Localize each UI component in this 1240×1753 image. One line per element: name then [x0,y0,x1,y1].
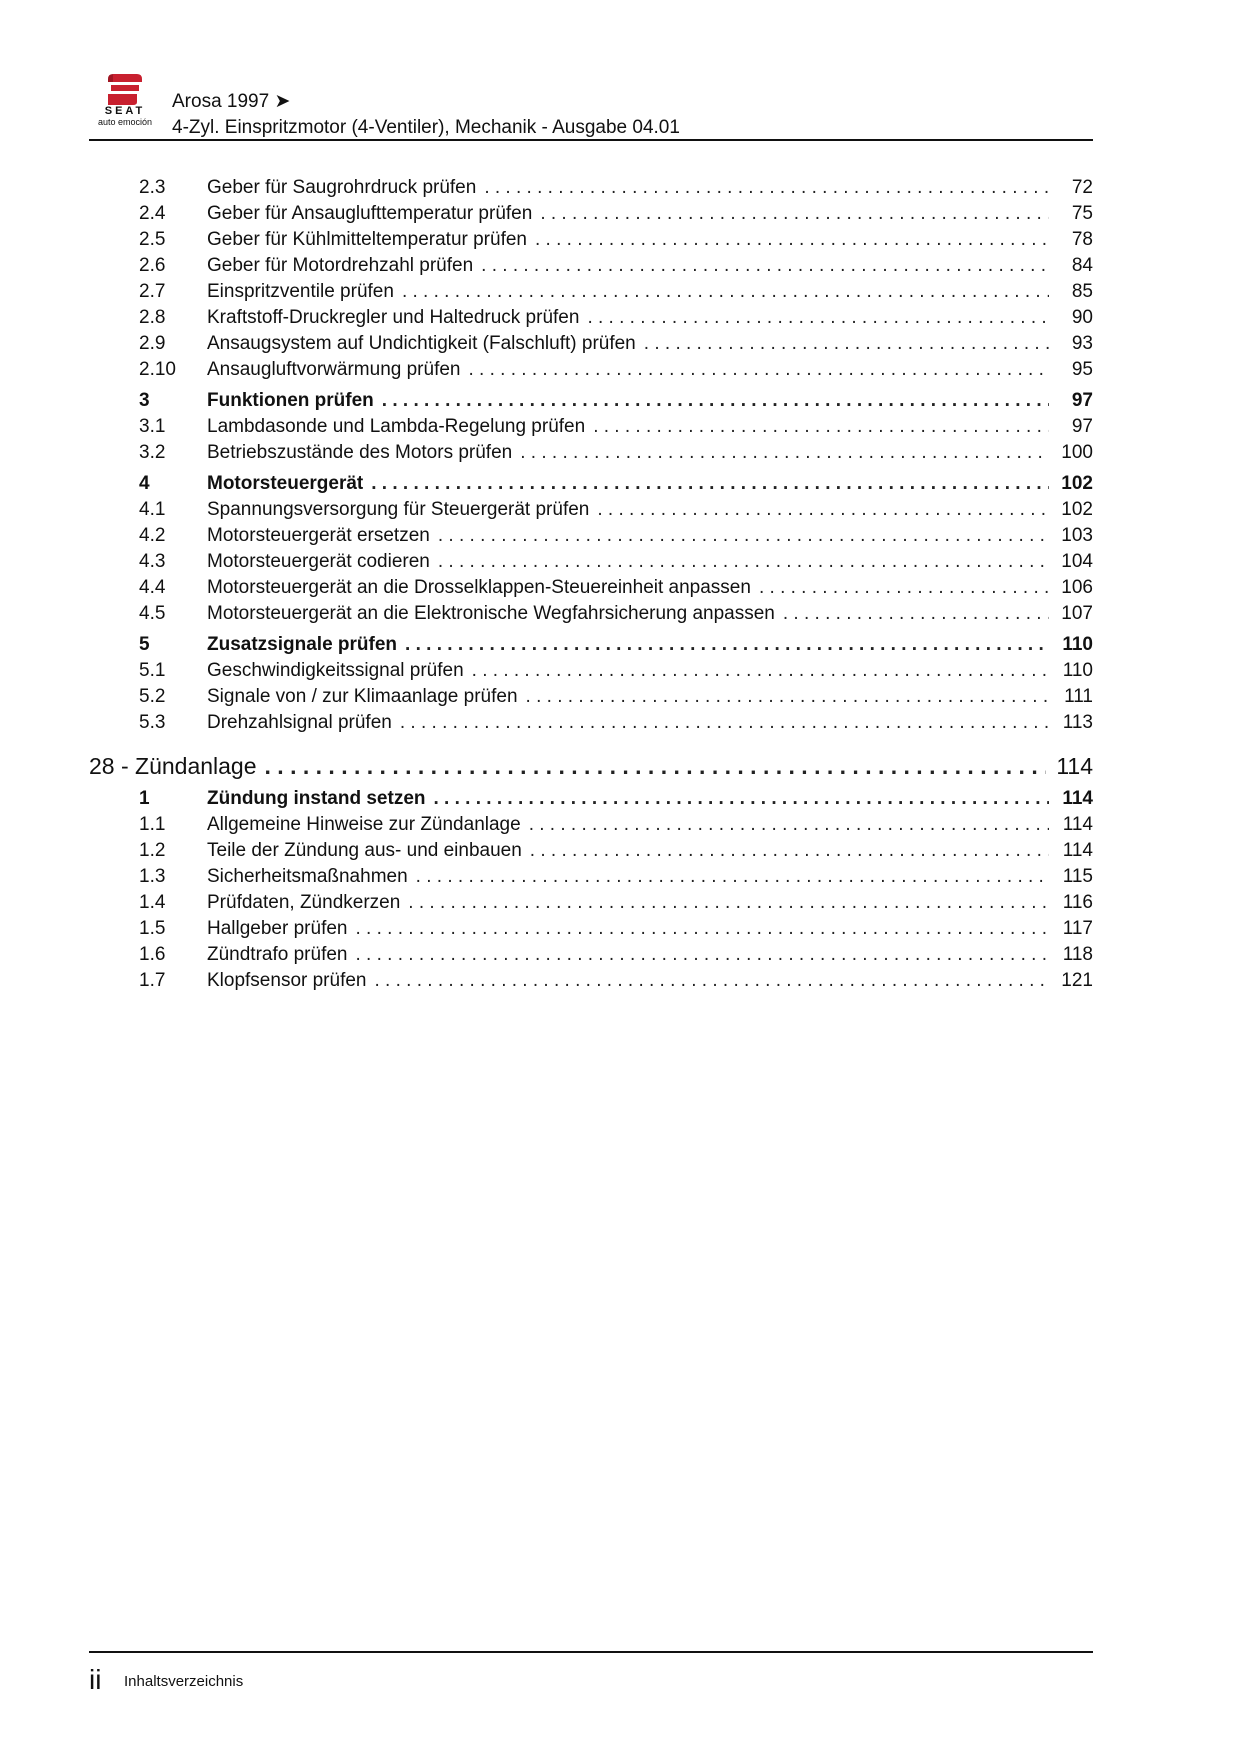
toc-number: 1.5 [139,918,166,939]
toc-entry[interactable] [89,227,1093,253]
toc-page: 84 [1071,255,1093,276]
leader-dots [593,414,1049,440]
leader-dots [520,440,1049,466]
document-title: 4-Zyl. Einspritzmotor (4-Ventiler), Mechanik - Ausgabe 04.01 [172,117,680,138]
leader-dots [540,201,1049,227]
toc-page: 107 [1061,603,1093,624]
table-of-contents [89,175,1093,994]
toc-page: 110 [1062,634,1093,655]
toc-number: 2.5 [139,229,166,250]
toc-page: 104 [1061,551,1093,572]
toc-page: 118 [1062,944,1093,965]
toc-title: Hallgeber prüfen [207,918,348,939]
toc-page: 114 [1062,814,1093,835]
leader-dots [355,942,1049,968]
toc-title: Funktionen prüfen [207,390,374,411]
toc-number: 5.3 [139,712,166,733]
toc-entry[interactable] [89,414,1093,440]
toc-title: Zündtrafo prüfen [207,944,348,965]
toc-page: 113 [1062,712,1093,733]
leader-dots [587,305,1049,331]
toc-number: 4.3 [139,551,166,572]
leader-dots [408,890,1049,916]
leader-dots [597,497,1049,523]
toc-page: 121 [1061,970,1093,991]
toc-entry[interactable] [89,279,1093,305]
toc-section-entry[interactable] [89,471,1093,497]
toc-title: Geber für Ansauglufttemperatur prüfen [207,203,533,224]
toc-title: Geber für Motordrehzahl prüfen [207,255,474,276]
leader-dots [529,812,1049,838]
leader-dots [265,746,1047,786]
leader-dots [472,658,1049,684]
toc-title: Spannungsversorgung für Steuergerät prüfen [207,499,590,520]
toc-entry[interactable] [89,812,1093,838]
toc-title: Klopfsensor prüfen [207,970,367,991]
leader-dots [355,916,1049,942]
toc-number: 2.8 [139,307,166,328]
toc-entry[interactable] [89,658,1093,684]
footer-page-number: ii [89,1664,102,1695]
toc-title: Zündung instand setzen [207,788,426,809]
leader-dots [371,471,1049,497]
leader-dots [438,523,1049,549]
toc-page: 117 [1062,918,1093,939]
toc-entry[interactable] [89,357,1093,383]
toc-title: Teile der Zündung aus- und einbauen [207,840,522,861]
toc-title: Ansaugluftvorwärmung prüfen [207,359,461,380]
toc-number: 4.4 [139,577,166,598]
toc-title: Motorsteuergerät an die Elektronische Wegfahrsicherung anpassen [207,603,775,624]
toc-page: 110 [1062,660,1093,681]
toc-page: 102 [1061,499,1093,520]
toc-number: 1.7 [139,970,166,991]
leader-dots [382,388,1049,414]
toc-title: Geber für Kühlmitteltemperatur prüfen [207,229,527,250]
leader-dots [644,331,1049,357]
leader-dots [434,786,1050,812]
toc-section-entry[interactable] [89,786,1093,812]
toc-page: 93 [1071,333,1093,354]
toc-entry[interactable] [89,497,1093,523]
seat-logo [89,72,161,128]
toc-number: 1.3 [139,866,166,887]
toc-title: Lambdasonde und Lambda-Regelung prüfen [207,416,586,437]
leader-dots [530,838,1049,864]
seat-emblem-icon [89,72,161,106]
toc-number: 5.2 [139,686,166,707]
leader-dots [402,279,1049,305]
toc-title: Allgemeine Hinweise zur Zündanlage [207,814,521,835]
toc-entry[interactable] [89,175,1093,201]
toc-page: 114 [1062,788,1093,809]
toc-entry[interactable] [89,942,1093,968]
leader-dots [405,632,1049,658]
leader-dots [759,575,1049,601]
toc-number: 1.6 [139,944,166,965]
toc-title: Ansaugsystem auf Undichtigkeit (Falschluft) prüfen [207,333,636,354]
toc-entry[interactable] [89,601,1093,627]
toc-entry[interactable] [89,710,1093,736]
document-model: Arosa 1997 ➤ [172,91,291,112]
toc-page: 78 [1071,229,1093,250]
toc-entry[interactable] [89,838,1093,864]
toc-title: Motorsteuergerät an die Drosselklappen-Steuereinheit anpassen [207,577,751,598]
toc-title: Geber für Saugrohrdruck prüfen [207,177,477,198]
toc-title: Signale von / zur Klimaanlage prüfen [207,686,518,707]
toc-number: 3 [139,390,150,411]
toc-number: 2.4 [139,203,166,224]
toc-entry[interactable] [89,916,1093,942]
leader-dots [484,175,1049,201]
leader-dots [400,710,1049,736]
toc-page: 100 [1061,442,1093,463]
leader-dots [481,253,1049,279]
toc-page: 106 [1061,577,1093,598]
toc-number: 1.2 [139,840,166,861]
toc-number: 2.9 [139,333,166,354]
toc-title: Motorsteuergerät [207,473,364,494]
toc-title: Zusatzsignale prüfen [207,634,398,655]
toc-title: Motorsteuergerät codieren [207,551,430,572]
toc-section-entry[interactable] [89,388,1093,414]
toc-entry[interactable] [89,305,1093,331]
toc-page: 85 [1071,281,1093,302]
leader-dots [375,968,1050,994]
toc-number: 3.1 [139,416,166,437]
toc-page: 75 [1071,203,1093,224]
toc-number: 4 [139,473,150,494]
leader-dots [526,684,1049,710]
toc-entry[interactable] [89,549,1093,575]
leader-dots [438,549,1049,575]
toc-number: 2.3 [139,177,166,198]
leader-dots [783,601,1049,627]
toc-title: Betriebszustände des Motors prüfen [207,442,513,463]
leader-dots [535,227,1049,253]
toc-entry[interactable] [89,331,1093,357]
toc-page: 114 [1056,753,1093,779]
toc-number: 3.2 [139,442,166,463]
toc-number: 5 [139,634,150,655]
toc-title: Motorsteuergerät ersetzen [207,525,430,546]
toc-page: 97 [1071,416,1093,437]
toc-entry[interactable] [89,575,1093,601]
header-divider [89,139,1093,141]
toc-number: 2.10 [139,359,176,380]
footer-section-label: Inhaltsverzeichnis [124,1673,244,1690]
toc-entry[interactable] [89,253,1093,279]
toc-number: 4.1 [139,499,166,520]
toc-chapter-entry[interactable] [89,746,1093,786]
toc-title: Drehzahlsignal prüfen [207,712,392,733]
toc-number: 4.2 [139,525,166,546]
toc-entry[interactable] [89,968,1093,994]
toc-title: Sicherheitsmaßnahmen [207,866,408,887]
toc-number: 1.4 [139,892,166,913]
toc-section-entry[interactable] [89,632,1093,658]
brand-tagline: auto emoción [97,117,153,127]
toc-number: 2.7 [139,281,166,302]
toc-page: 95 [1071,359,1093,380]
toc-title: Geschwindigkeitssignal prüfen [207,660,464,681]
toc-entry[interactable] [89,890,1093,916]
toc-page: 111 [1064,686,1093,707]
toc-entry[interactable] [89,440,1093,466]
chapter-title: 28 - Zündanlage [89,753,257,779]
toc-entry[interactable] [89,523,1093,549]
toc-page: 115 [1062,866,1093,887]
toc-page: 97 [1071,390,1093,411]
toc-page: 102 [1061,473,1093,494]
brand-wordmark: SEAT [104,105,146,117]
toc-number: 4.5 [139,603,166,624]
toc-page: 116 [1062,892,1093,913]
toc-number: 1 [139,788,150,809]
leader-dots [416,864,1049,890]
footer-divider [89,1651,1093,1653]
leader-dots [468,357,1049,383]
toc-number: 2.6 [139,255,166,276]
toc-page: 114 [1062,840,1093,861]
toc-page: 90 [1071,307,1093,328]
toc-number: 1.1 [139,814,166,835]
toc-title: Einspritzventile prüfen [207,281,394,302]
toc-entry[interactable] [89,684,1093,710]
toc-entry[interactable] [89,201,1093,227]
toc-number: 5.1 [139,660,166,681]
toc-page: 103 [1061,525,1093,546]
toc-title: Prüfdaten, Zündkerzen [207,892,401,913]
toc-title: Kraftstoff-Druckregler und Haltedruck prüfen [207,307,580,328]
toc-page: 72 [1071,177,1093,198]
toc-entry[interactable] [89,864,1093,890]
